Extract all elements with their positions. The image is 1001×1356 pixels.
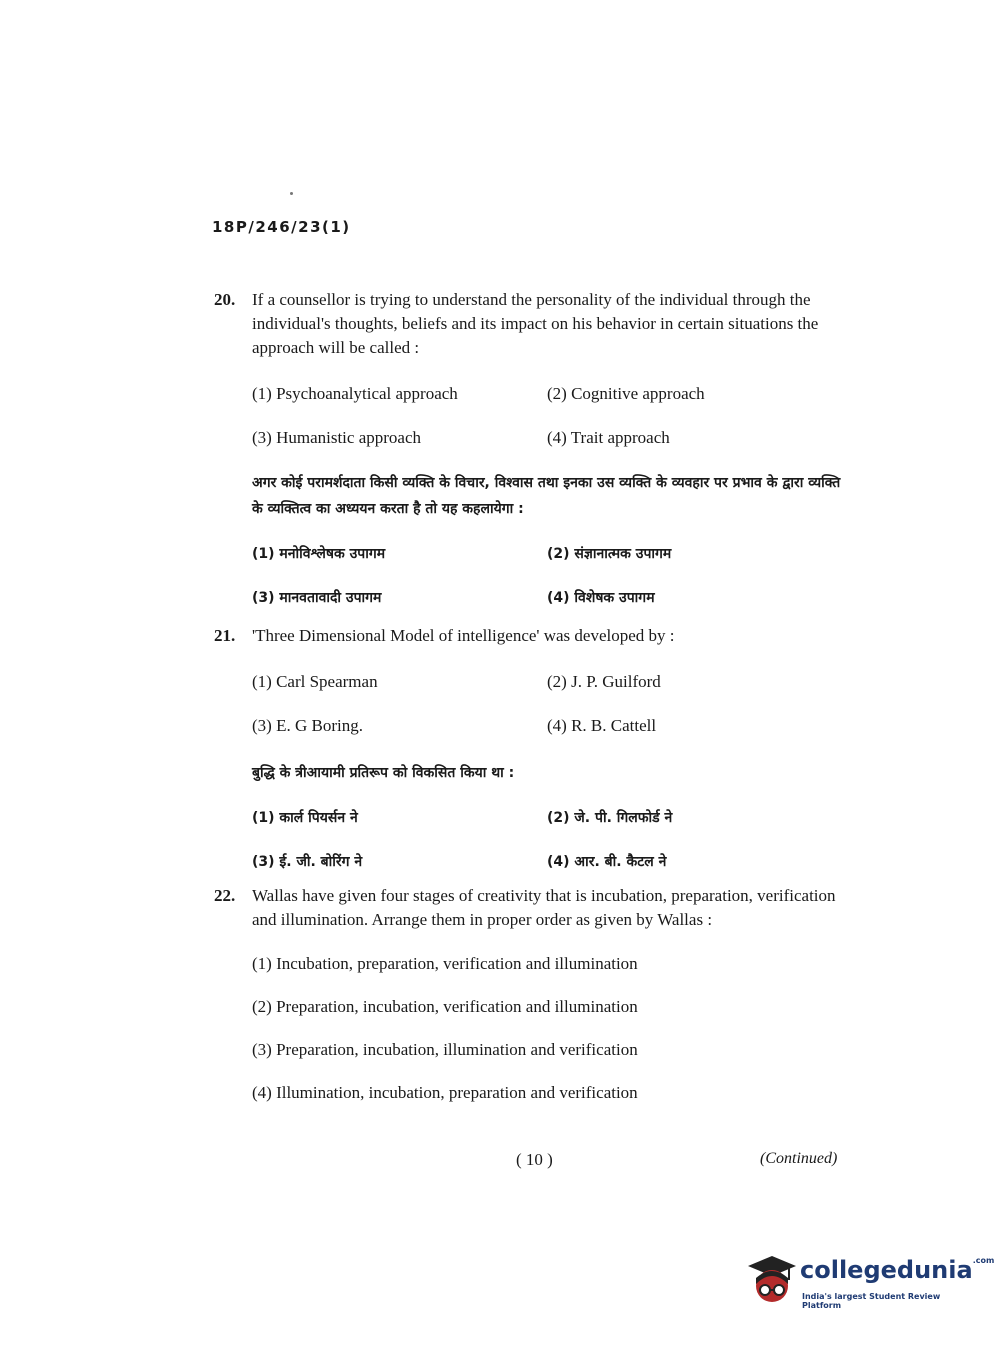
question-21 <box>214 624 844 874</box>
options-en <box>252 952 844 1105</box>
option-1: (1) Carl Spearman <box>252 672 378 691</box>
options-en <box>252 670 844 738</box>
paper-code: 18P/246/23(1) <box>212 218 351 236</box>
option-hi-1: (1) मनोविश्लेषक उपागम <box>252 546 386 562</box>
option-2: (2) Cognitive approach <box>547 384 705 403</box>
option-4: (4) Trait approach <box>547 428 670 447</box>
options-hi <box>252 542 844 610</box>
option-4: (4) Illumination, incubation, preparation and verification <box>252 1083 638 1102</box>
question-text: Wallas have given four stages of creativity that is incubation, preparation, verification and illumination. Arrange them in proper order as given by Wallas : <box>252 886 836 929</box>
question-text: 'Three Dimensional Model of intelligence' was developed by : <box>252 626 675 645</box>
question-number: 22. <box>214 886 236 905</box>
question-number: 20. <box>214 290 236 309</box>
option-hi-4: (4) विशेषक उपागम <box>547 590 655 606</box>
continued-label: (Continued) <box>760 1150 838 1167</box>
question-20 <box>214 288 844 610</box>
option-2: (2) Preparation, incubation, verification and illumination <box>252 997 638 1016</box>
speck <box>290 192 293 195</box>
option-hi-4: (4) आर. बी. कैटल ने <box>547 854 667 870</box>
option-hi-2: (2) जे. पी. गिलफोर्ड ने <box>547 810 673 826</box>
options-en <box>252 382 844 450</box>
question-text: If a counsellor is trying to understand the personality of the individual through the individual's thoughts, beliefs and its impact on his behavior in certain situations the approach will be called : <box>252 290 819 357</box>
question-number: 21. <box>214 626 236 645</box>
option-3: (3) E. G Boring. <box>252 716 363 735</box>
option-2: (2) J. P. Guilford <box>547 672 661 691</box>
option-1: (1) Psychoanalytical approach <box>252 384 458 403</box>
option-1: (1) Incubation, preparation, verification and illumination <box>252 954 638 973</box>
page-number: ( 10 ) <box>516 1150 553 1169</box>
option-hi-3: (3) ई. जी. बोरिंग ने <box>252 854 363 870</box>
brand-tagline: India's largest Student Review Platform <box>802 1292 941 1310</box>
option-hi-1: (1) कार्ल पियर्सन ने <box>252 810 358 826</box>
option-3: (3) Humanistic approach <box>252 428 421 447</box>
question-text-hindi: अगर कोई परामर्शदाता किसी व्यक्ति के विचार, विश्वास तथा इनका उस व्यक्ति के व्यवहार पर प्रभाव के द्वारा व्यक्ति के व्यक्तित्व का अध्ययन करता है तो यह कहलायेगा : <box>252 475 841 517</box>
option-hi-3: (3) मानवतावादी उपागम <box>252 590 382 606</box>
options-hi <box>252 806 844 874</box>
question-22 <box>214 884 844 1105</box>
option-4: (4) R. B. Cattell <box>547 716 657 735</box>
student-logo-icon <box>744 1248 798 1312</box>
brand-name: collegedunia$^{.com}$ <box>800 1256 995 1284</box>
question-text-hindi: बुद्धि के त्रीआयामी प्रतिरूप को विकसित किया था : <box>252 765 515 781</box>
option-3: (3) Preparation, incubation, illumination and verification <box>252 1040 638 1059</box>
collegedunia-watermark <box>744 1248 995 1318</box>
option-hi-2: (2) संज्ञानात्मक उपागम <box>547 546 672 562</box>
